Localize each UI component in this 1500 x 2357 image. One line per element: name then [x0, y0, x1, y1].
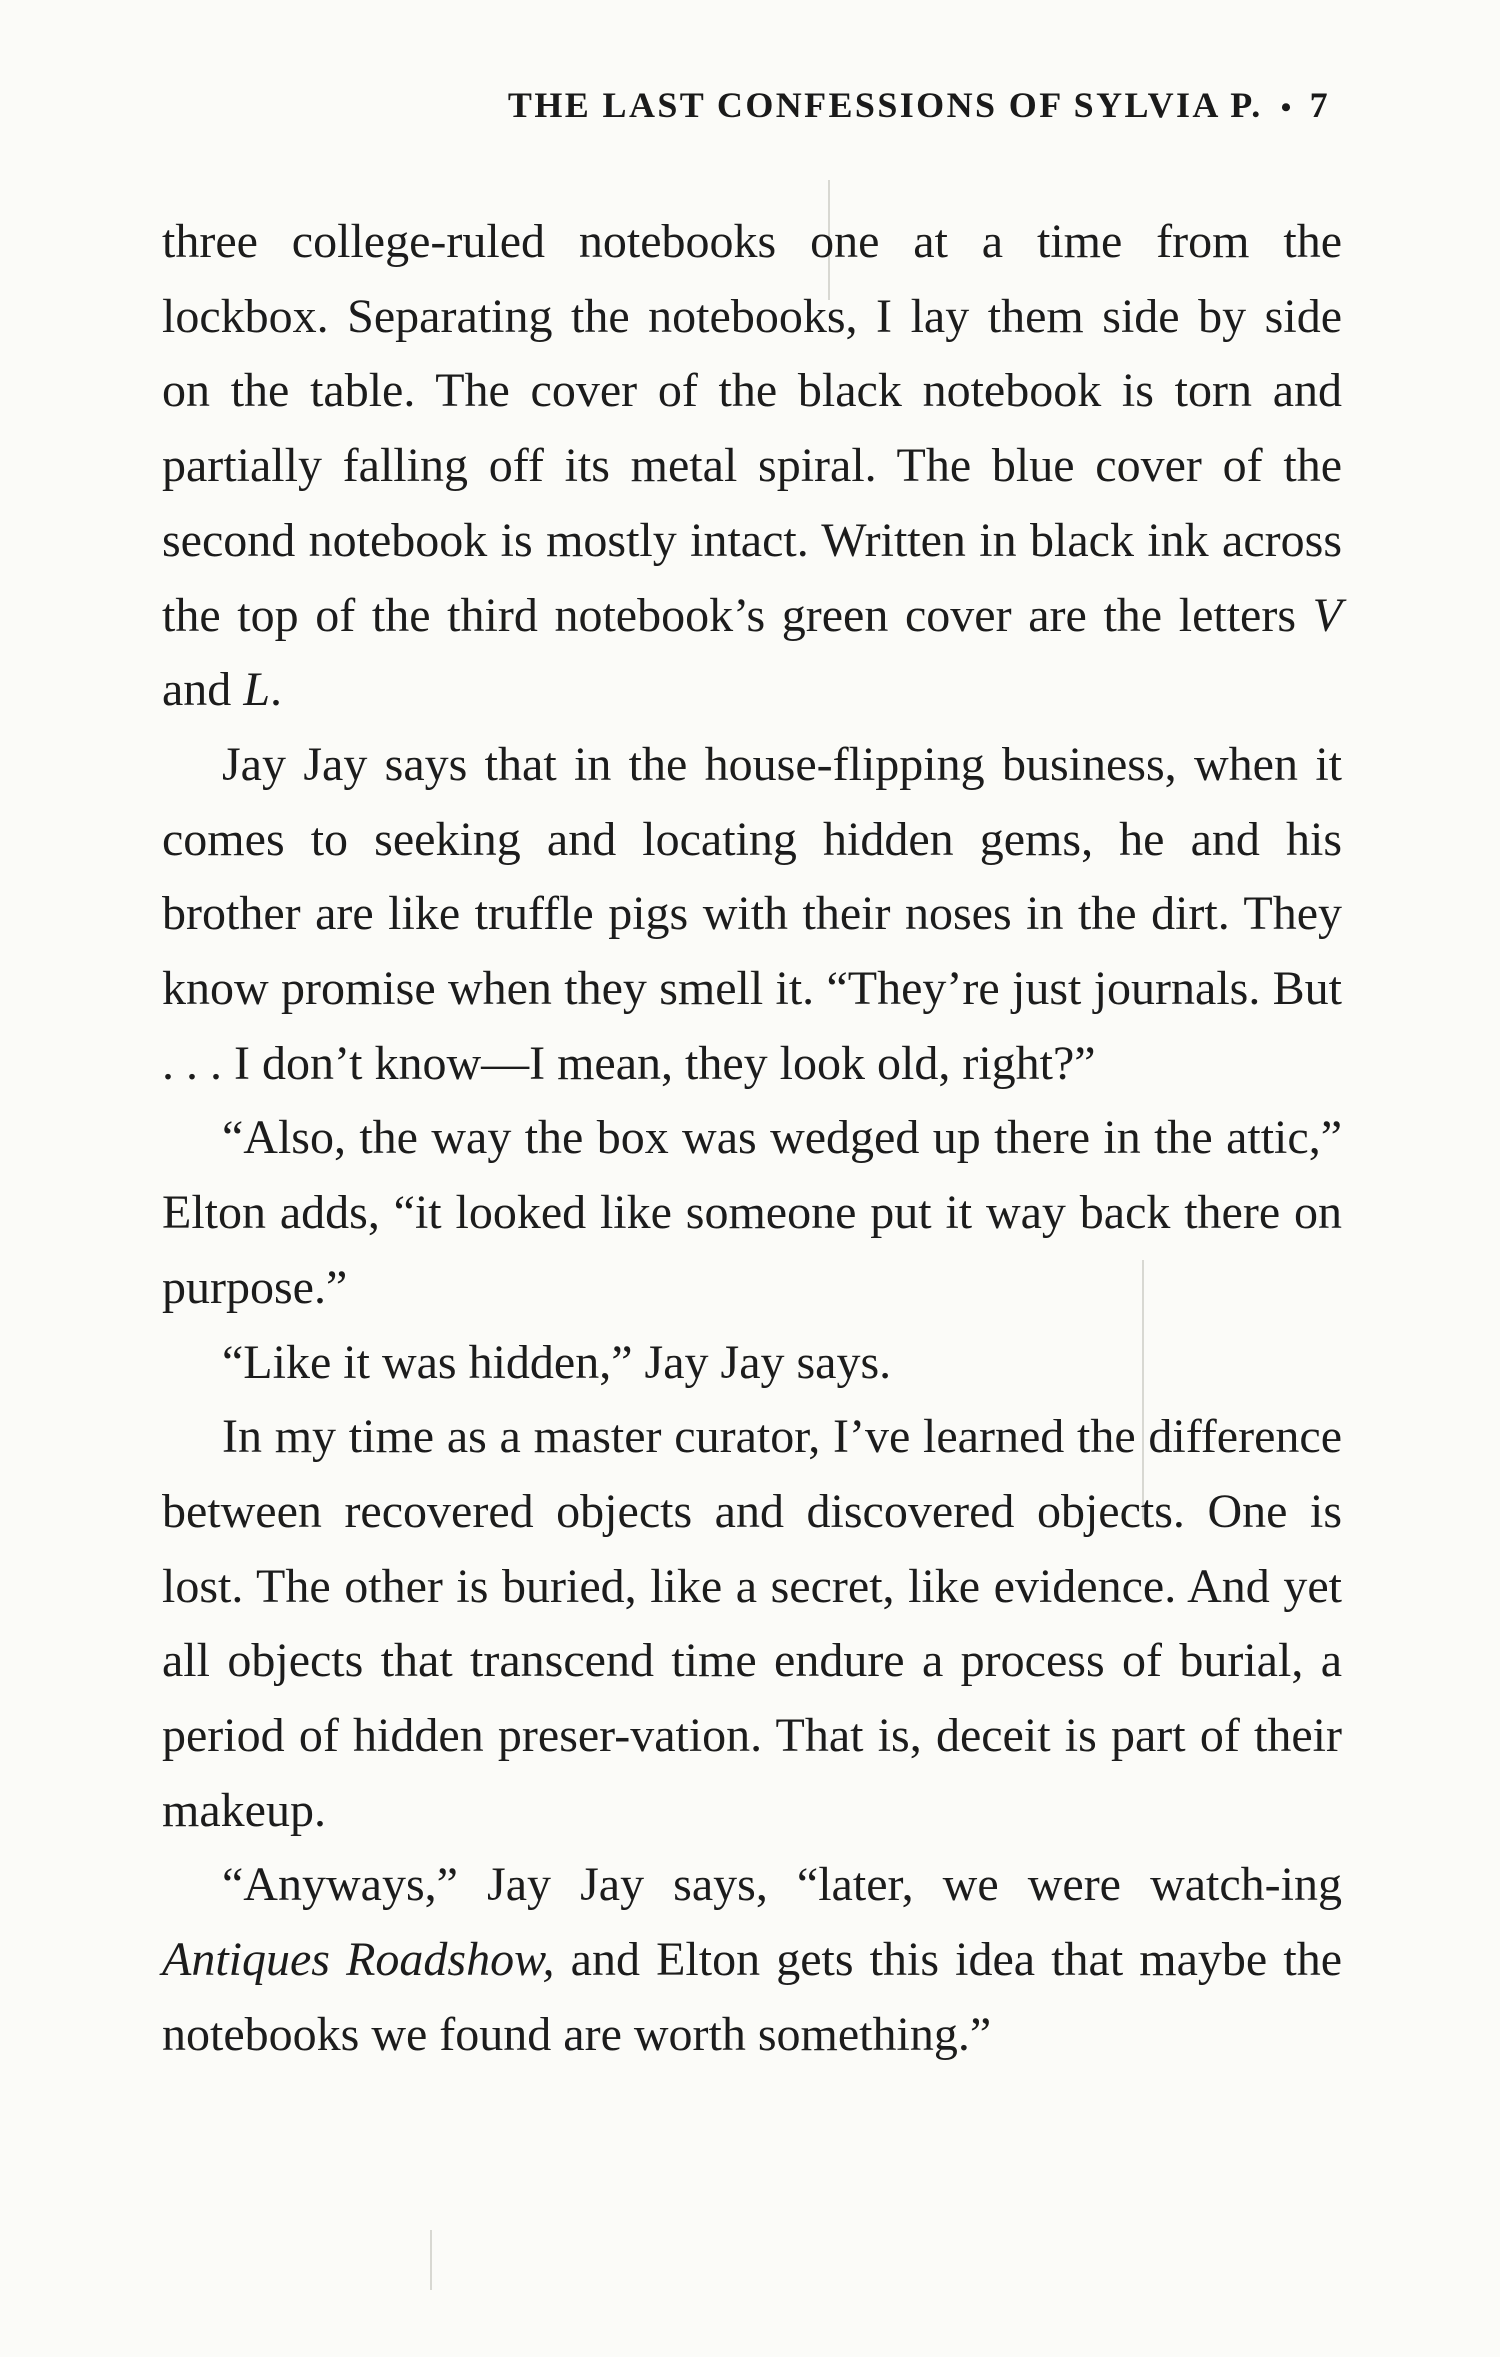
italic-letter: V	[1312, 588, 1342, 642]
page-number: 7	[1309, 85, 1330, 125]
paragraph: “Anyways,” Jay Jay says, “later, we were watch-ing Antiques Roadshow, and Elton gets this idea that maybe the notebooks we found are worth something.”	[162, 1858, 1342, 2061]
italic-title: Antiques Roadshow,	[162, 1933, 555, 1987]
paragraph: “Also, the way the box was wedged up there in the attic,” Elton adds, “it looked like someone put it way back there on purpose.”	[162, 1111, 1342, 1314]
show-through-mark	[430, 2230, 432, 2290]
italic-letter: L	[243, 663, 271, 717]
paragraph: In my time as a master curator, I’ve learned the difference between recovered objects and discovered objects. One is lost. The other is buried, like a secret, like evidence. And yet all objects that transcend time endure a process of burial, a period of hidden preser-vation. That is, deceit is part of their makeup.	[162, 1410, 1342, 1837]
running-head	[508, 84, 1330, 126]
paragraph: three college-ruled notebooks one at a time from the lockbox. Separating the notebooks, I lay them side by side on the table. The cover of the black notebook is torn and partially falling off its metal spiral. The blue cover of the second notebook is mostly intact. Written in black ink across the top of the third notebook’s green cover are the letters V and L.	[162, 215, 1342, 717]
paragraph: “Like it was hidden,” Jay Jay says.	[222, 1335, 892, 1389]
running-title: THE LAST CONFESSIONS OF SYLVIA P.	[507, 85, 1263, 125]
paragraph: Jay Jay says that in the house-flipping business, when it comes to seeking and locating hidden gems, he and his brother are like truffle pigs with their noses in the dirt. They know promise when they smell it. “They’re just journals. But . . . I don’t know—I mean, they look old, right?”	[162, 737, 1342, 1090]
separator-bullet: •	[1280, 91, 1294, 124]
body-text	[162, 205, 1342, 2073]
